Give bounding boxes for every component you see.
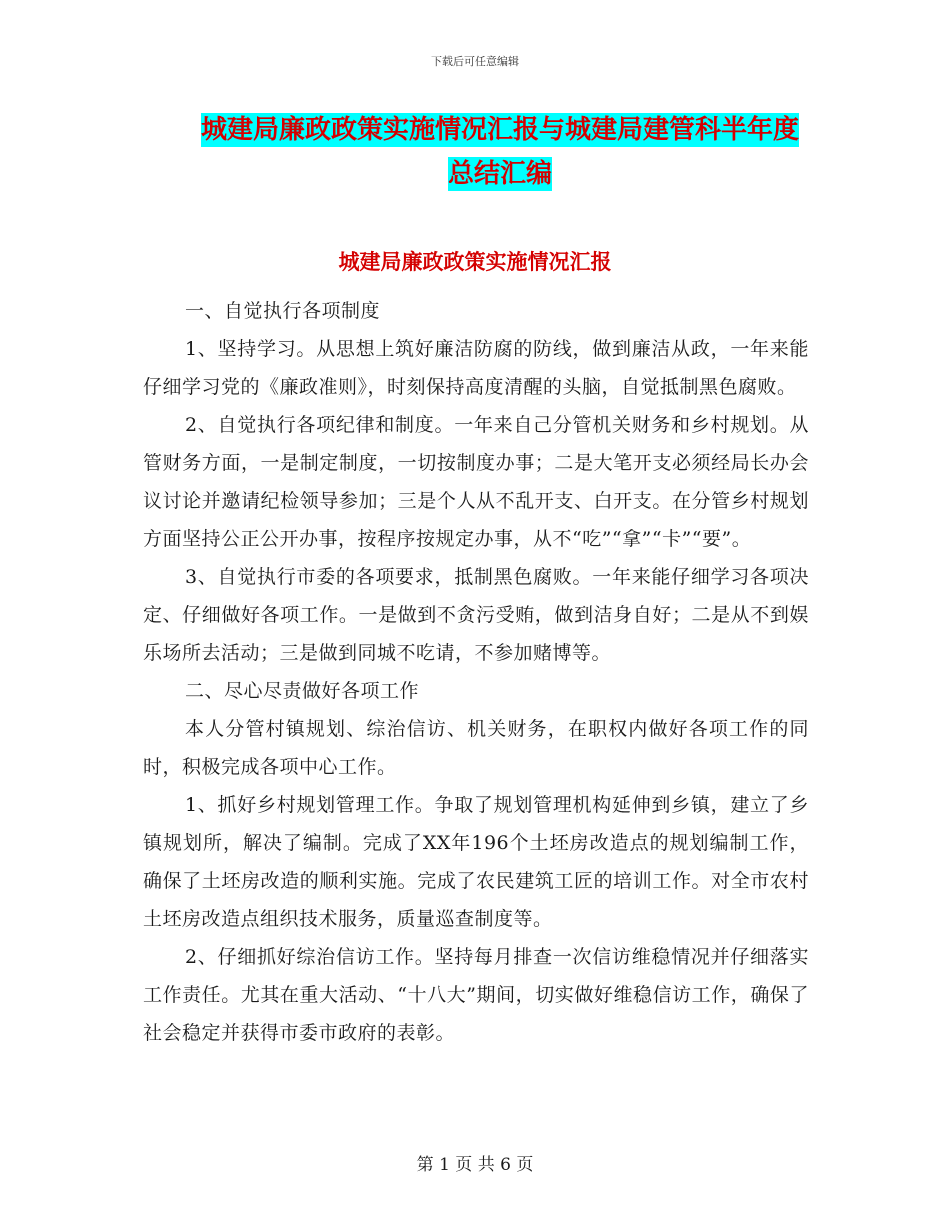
page-footer: 第 1 页 共 6 页: [416, 1155, 534, 1175]
document-title-line-2: 总结汇编: [447, 159, 552, 189]
paragraph-heading-2: 二、尽心尽责做好各项工作: [185, 680, 420, 702]
header-note: 下载后可任意编辑: [431, 55, 519, 68]
document-title: [140, 108, 860, 196]
paragraph-heading-1: 一、自觉执行各项制度: [185, 300, 381, 322]
paragraph: 1、抓好乡村规划管理工作。争取了规划管理机构延伸到乡镇，建立了乡镇规划所，解决了编制。完成了XX年196个土坯房改造点的规划编制工作，确保了土坯房改造的顺利实施。完成了农民建筑工匠的培训工作。对全市农村土坯房改造点组织技术服务，质量巡查制度等。: [143, 794, 809, 930]
document-title-line-1: 城建局廉政政策实施情况汇报与城建局建管科半年度: [200, 115, 799, 145]
document-body: [143, 292, 809, 1052]
paragraph: 2、仔细抓好综治信访工作。坚持每月排查一次信访维稳情况并仔细落实工作责任。尤其在重大活动、“十八大”期间，切实做好维稳信访工作，确保了社会稳定并获得市委市政府的表彰。: [143, 946, 809, 1044]
paragraph: 本人分管村镇规划、综治信访、机关财务，在职权内做好各项工作的同时，积极完成各项中心工作。: [143, 718, 809, 778]
paragraph: 2、自觉执行各项纪律和制度。一年来自己分管机关财务和乡村规划。从管财务方面，一是制定制度，一切按制度办事；二是大笔开支必须经局长办会议讨论并邀请纪检领导参加；三是个人从不乱开支、白开支。在分管乡村规划方面坚持公正公开办事，按程序按规定办事，从不“吃”“拿”“卡”“要”。: [143, 414, 809, 550]
section-title: 城建局廉政政策实施情况汇报: [338, 250, 612, 274]
paragraph: 3、自觉执行市委的各项要求，抵制黑色腐败。一年来能仔细学习各项决定、仔细做好各项工作。一是做到不贪污受贿，做到洁身自好；二是从不到娱乐场所去活动；三是做到同城不吃请，不参加赌博等。: [143, 566, 809, 664]
paragraph: 1、坚持学习。从思想上筑好廉洁防腐的防线，做到廉洁从政，一年来能仔细学习党的《廉政准则》，时刻保持高度清醒的头脑，自觉抵制黑色腐败。: [143, 338, 809, 398]
